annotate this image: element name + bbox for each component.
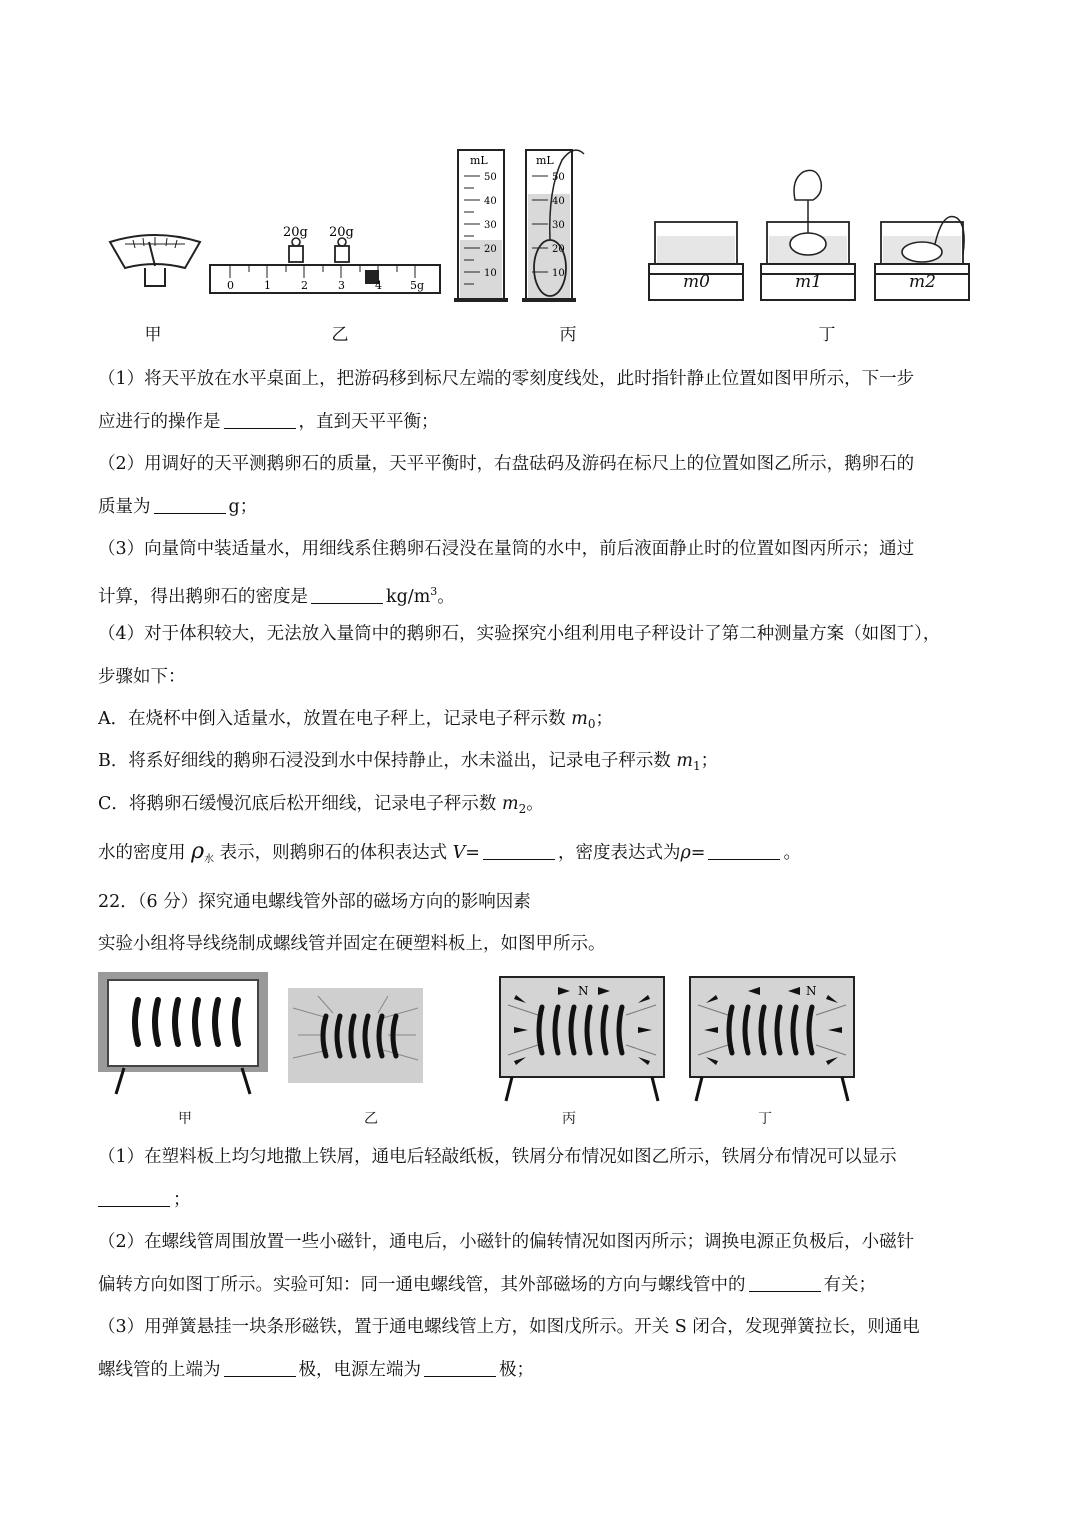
compass-figure-ding — [688, 975, 856, 1105]
cylinder-unit: mL — [470, 154, 488, 167]
figure-caption: 甲 — [178, 1111, 192, 1127]
scale-label-m1: m1 — [795, 272, 822, 292]
cylinder-mark: 10 — [484, 268, 497, 279]
figure-caption: 甲 — [144, 325, 162, 345]
pole-label: N — [578, 984, 589, 998]
q21-part3-line2 — [98, 580, 988, 609]
subscript: 1 — [693, 759, 701, 773]
answer-blank[interactable] — [311, 585, 383, 604]
text: = — [465, 843, 480, 863]
text: ； — [173, 1190, 191, 1210]
balance-pointer-figure — [105, 230, 205, 290]
answer-blank[interactable] — [749, 1273, 821, 1292]
q22-part2-line1: （2）在螺线管周围放置一些小磁针，通电后，小磁针的偏转情况如图丙所示；调换电源正负极后，小磁针 — [98, 1232, 915, 1252]
text: g； — [228, 497, 258, 517]
cylinder-unit: mL — [536, 154, 554, 167]
q22-title: 22．（6 分）探究通电螺线管外部的磁场方向的影响因素 — [98, 892, 531, 912]
answer-blank[interactable] — [154, 495, 226, 514]
text: 表示，则鹅卵石的体积表达式 — [219, 843, 453, 863]
figure-caption: 乙 — [331, 325, 349, 345]
q21-part1-line2 — [98, 410, 988, 434]
text: 。 — [526, 794, 544, 814]
var: m — [676, 751, 694, 771]
answer-blank[interactable] — [224, 410, 296, 429]
cylinder-mark: 50 — [552, 172, 565, 183]
graduated-cylinders-figure — [452, 140, 592, 305]
ruler-tick: 3 — [338, 279, 345, 292]
cylinder-mark: 40 — [552, 196, 565, 207]
cylinder-mark: 30 — [484, 220, 497, 231]
q21-part1-line1: （1）将天平放在水平桌面上，把游码移到标尺左端的零刻度线处，此时指针静止位置如图甲所示，下一步 — [98, 369, 915, 389]
q21-part2-line2 — [98, 495, 988, 519]
figure-caption: 丁 — [758, 1111, 772, 1127]
text: ； — [595, 709, 613, 729]
figure-caption: 乙 — [364, 1111, 378, 1127]
answer-blank[interactable] — [483, 841, 555, 860]
text: 极，电源左端为 — [298, 1360, 421, 1380]
cylinder-mark: 20 — [552, 244, 565, 255]
answer-blank[interactable] — [424, 1358, 496, 1377]
text: 螺线管的上端为 — [98, 1360, 221, 1380]
q22-intro: 实验小组将导线绕制成螺线管并固定在硬塑料板上，如图甲所示。 — [98, 934, 606, 954]
q22-part1-line2 — [98, 1188, 988, 1212]
text: = — [690, 843, 706, 863]
figure-caption: 丙 — [559, 325, 577, 345]
scale-label-m2: m2 — [909, 272, 936, 292]
answer-blank[interactable] — [708, 841, 780, 860]
pole-label: N — [806, 984, 817, 998]
electronic-scales-figure — [645, 160, 975, 305]
ruler-tick: 0 — [227, 279, 234, 292]
text: 应进行的操作是 — [98, 412, 221, 432]
cylinder-mark: 20 — [484, 244, 497, 255]
text: 计算，得出鹅卵石的密度是 — [98, 587, 308, 607]
weights-and-ruler-figure — [205, 218, 445, 298]
q21-step-b — [98, 749, 988, 778]
answer-blank[interactable] — [224, 1358, 296, 1377]
text: 有关； — [823, 1275, 876, 1295]
q22-part1-line1: （1）在塑料板上均匀地撒上铁屑，通电后轻敲纸板，铁屑分布情况如图乙所示，铁屑分布情况可以显示 — [98, 1147, 897, 1167]
ruler-tick: 2 — [301, 279, 308, 292]
q21-part3-line1: （3）向量筒中装适量水，用细线系住鹅卵石浸没在量筒的水中，前后液面静止时的位置如图丙所示；通过 — [98, 539, 915, 559]
text: C．将鹅卵石缓慢沉底后松开细线，记录电子秤示数 — [98, 794, 502, 814]
scale-label-m0: m0 — [683, 272, 710, 292]
q21-final-line — [98, 840, 988, 872]
answer-blank[interactable] — [98, 1188, 170, 1207]
ruler-tick: 4 — [375, 279, 382, 292]
rho-symbol: ρ — [191, 839, 205, 864]
var: ρ — [680, 843, 691, 863]
text: A．在烧杯中倒入适量水，放置在电子秤上，记录电子秤示数 — [98, 709, 572, 729]
iron-filings-figure — [288, 988, 423, 1083]
compass-figure-bing — [498, 975, 666, 1105]
text: 。 — [783, 843, 801, 863]
q22-part3-line2 — [98, 1358, 988, 1382]
q22-part2-line2 — [98, 1273, 988, 1297]
q21-step-a — [98, 707, 988, 736]
q21-part4-line2: 步骤如下： — [98, 667, 186, 687]
text: kg/m — [386, 587, 431, 607]
ruler-tick: 1 — [264, 279, 271, 292]
solenoid-board-figure — [98, 972, 268, 1097]
q22-part3-line1: （3）用弹簧悬挂一块条形磁铁，置于通电螺线管上方，如图戊所示。开关 S 闭合，发现弹簧拉长，则通电 — [98, 1317, 920, 1337]
var: m — [571, 709, 588, 729]
ruler-tick: 5g — [410, 279, 425, 292]
subscript: 2 — [518, 802, 527, 816]
cylinder-mark: 40 — [484, 196, 497, 207]
text: 水的密度用 — [98, 843, 186, 863]
subscript: 水 — [204, 854, 215, 865]
var: V — [452, 843, 466, 863]
text: 质量为 — [98, 497, 151, 517]
superscript: 3 — [430, 585, 438, 598]
weight-label: 20g — [329, 225, 354, 240]
text: B．将系好细线的鹅卵石浸没到水中保持静止，水未溢出，记录电子秤示数 — [98, 751, 677, 771]
var: m — [501, 794, 519, 814]
cylinder-mark: 30 — [552, 220, 565, 231]
text: ，直到天平平衡； — [298, 412, 439, 432]
cylinder-mark: 50 — [484, 172, 497, 183]
cylinder-mark: 10 — [552, 268, 565, 279]
q21-part4-line1: （4）对于体积较大，无法放入量筒中的鹅卵石，实验探究小组利用电子秤设计了第二种测量方案（如图丁）， — [98, 624, 941, 644]
weight-label: 20g — [283, 225, 308, 240]
figure-caption: 丙 — [562, 1111, 576, 1127]
figure-caption: 丁 — [818, 325, 836, 345]
subscript: 0 — [587, 717, 596, 731]
q21-step-c — [98, 792, 988, 821]
q21-part2-line1: （2）用调好的天平测鹅卵石的质量，天平平衡时，右盘砝码及游码在标尺上的位置如图乙所示，鹅卵石的 — [98, 454, 915, 474]
text: ； — [700, 751, 719, 771]
text: 偏转方向如图丁所示。实验可知：同一通电螺线管，其外部磁场的方向与螺线管中的 — [98, 1275, 746, 1295]
text: ，密度表达式为 — [557, 843, 681, 863]
text: 极； — [499, 1360, 534, 1380]
text: 。 — [437, 587, 455, 607]
